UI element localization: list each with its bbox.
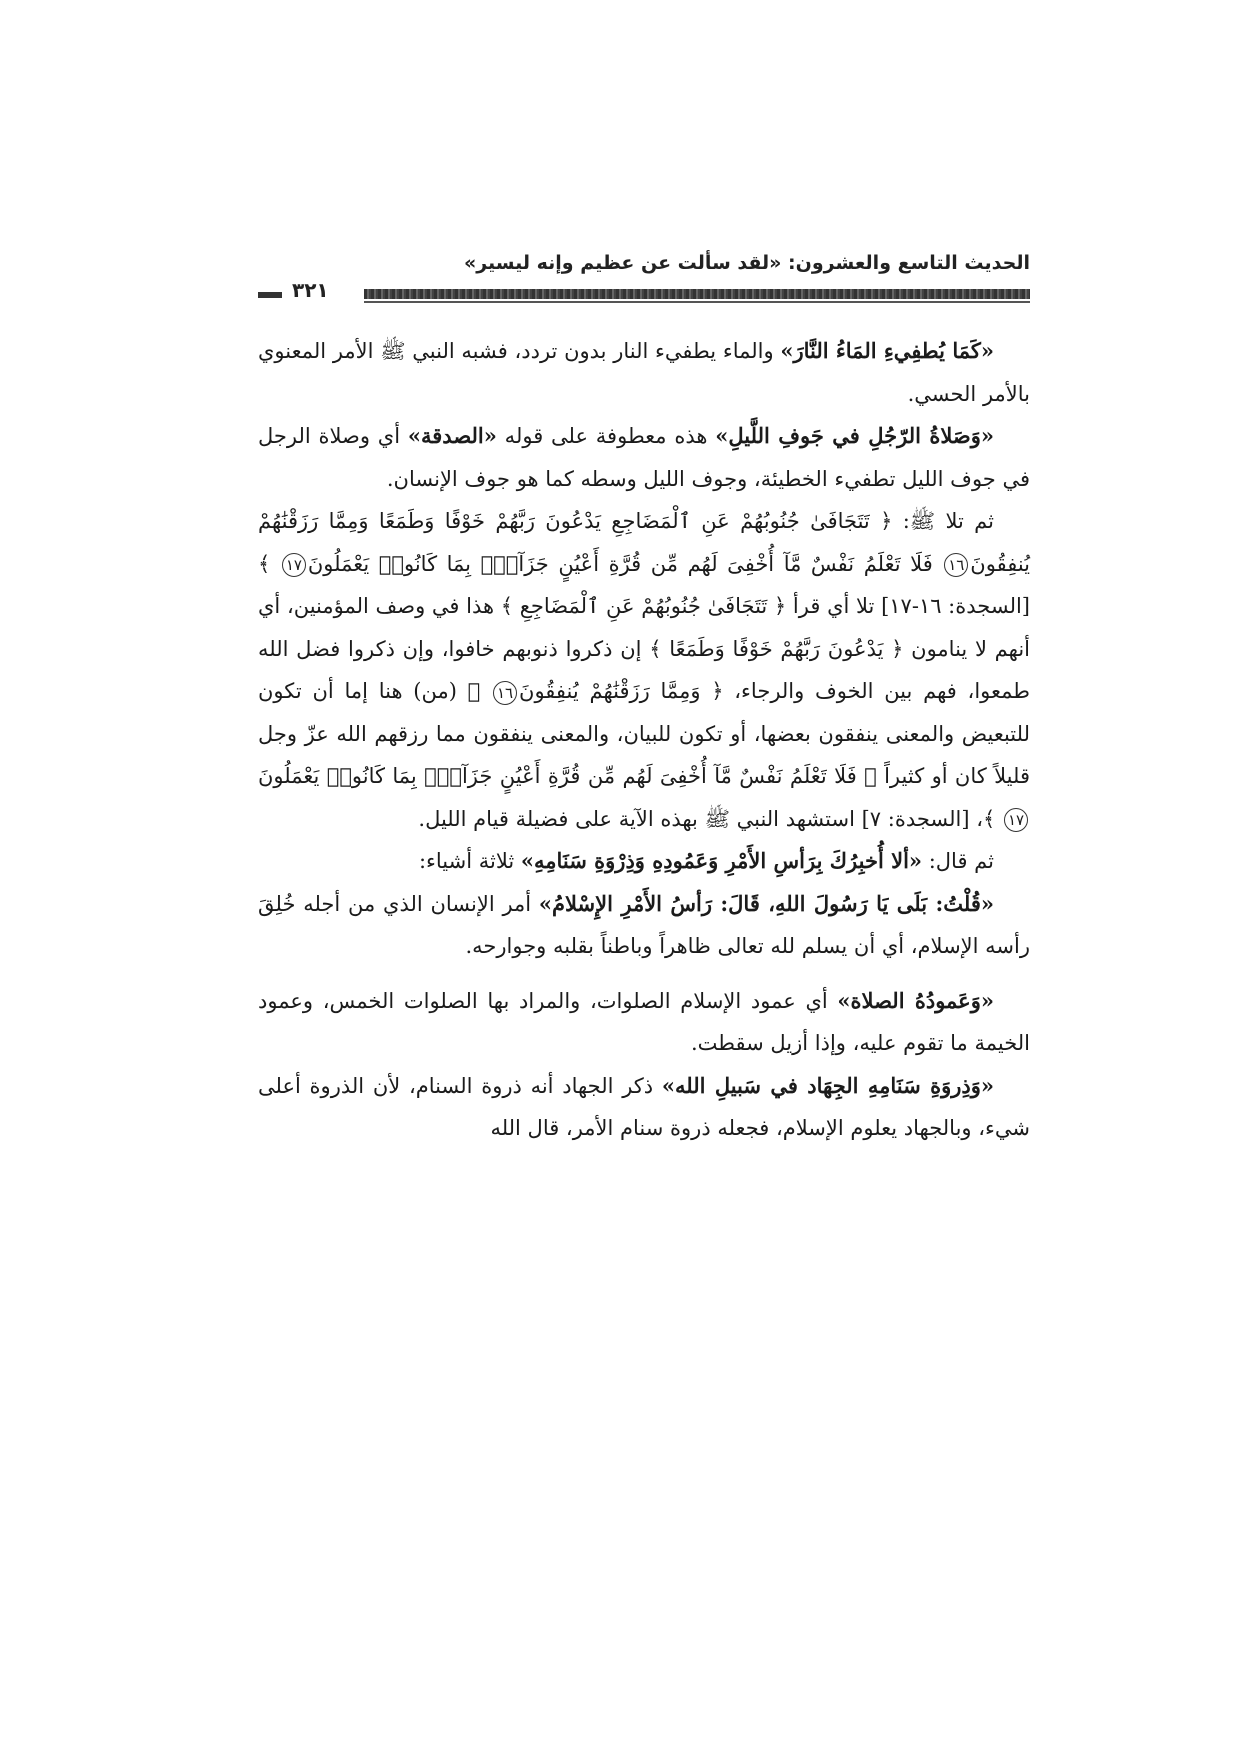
paragraph-2 (258, 415, 1030, 500)
running-title: الحديث التاسع والعشرون: «لقد سألت عن عظيم وإنه ليسير» (463, 252, 1030, 274)
paragraph-6 (258, 980, 1030, 1065)
quran-verse: ﴾ (983, 806, 1002, 831)
hadith-quote: «الصدقة» (407, 423, 497, 448)
paragraph-3 (258, 500, 1030, 840)
paragraph-text: أي عمود الإسلام الصلوات، والمراد بها الصلوات الخمس، وعمود الخيمة ما تقوم عليه، وإذا أزيل سقطت. (258, 988, 1030, 1055)
quran-verse: فَلَا تَعْلَمُ نَفْسٌ مَّآ أُخْفِىَ لَهُم مِّن قُرَّةِ أَعْيُنٍ جَزَآءًۢ بِمَا كَانُوا۟ يَعْمَلُونَ (307, 551, 943, 576)
quran-verse: ﴿ تَتَجَافَىٰ جُنُوبُهُمْ عَنِ ٱلْمَضَاجِعِ ﴾ (500, 594, 787, 618)
paragraph-text: هذا في وصف المؤمنين، أي أنهم لا ينامون (258, 594, 1030, 661)
paragraph-text: ثم تلا ﷺ: (892, 509, 995, 533)
hadith-quote: «قُلْتُ: بَلَى يَا رَسُولَ اللهِ، قَالَ: رَأسُ الأَمْرِ الإِسْلامُ» (538, 890, 994, 916)
quran-verse: ﴿ تَتَجَافَىٰ جُنُوبُهُمْ عَنِ ٱلْمَضَاجِعِ يَدْعُونَ رَبَّهُمْ خَوْفًا وَطَمَعًا وَمِمَّا رَزَقْنَٰهُمْ يُنفِقُونَ (258, 509, 1030, 576)
paragraph-text: أمر الإنسان الذي من أجله خُلِقَ رأسه الإسلام، أي أن يسلم لله تعالى ظاهراً وباطناً بقلبه وجوارحه. (258, 891, 1030, 958)
rule-line (364, 289, 1030, 299)
hadith-quote: «وَعَمودُهُ الصلاة» (837, 987, 994, 1013)
hadith-quote: «كَمَا يُطفِيءِ المَاءُ النَّارَ» (780, 338, 994, 363)
paragraph-4 (258, 840, 1030, 883)
page-number: ٣٢١ (284, 278, 337, 302)
paragraph-5 (258, 883, 1030, 968)
paragraph-text: (من) هنا إما أن تكون للتبعيض والمعنى ينفقون بعضها، أو تكون للبيان، والمعنى ينفقون مما رزقهم الله عزّ وجل قليلاً كان أو كثيراً (258, 679, 1030, 788)
paragraph-text: ، [السجدة: ٧] استشهد النبي ﷺ بهذه الآية على فضيلة قيام الليل. (418, 806, 984, 831)
rule-stub (258, 292, 282, 298)
quran-verse: ﴾ (258, 551, 280, 576)
hadith-quote: «ألا أُخبِرُكَ بِرَأسِ الأَمْرِ وَعَمُودِهِ وَذِرْوَةِ سَنَامِهِ» (520, 848, 923, 873)
paragraph-text: ثم قال: (922, 849, 994, 873)
verse-number-mark: ١٧ (1004, 808, 1028, 832)
hadith-quote: «وَصَلاةُ الرّجُلِ في جَوفِ اللَّيلِ» (715, 423, 994, 448)
paragraph-text: هذه معطوفة على قوله (496, 424, 716, 448)
paragraph-gap (258, 968, 1030, 980)
quran-verse: ﴿ فَلَا تَعْلَمُ نَفْسٌ مَّآ أُخْفِىَ لَهُم مِّن قُرَّةِ أَعْيُنٍ جَزَآءًۢ بِمَا كَانُوا۟ يَعْمَلُونَ (258, 764, 877, 788)
hadith-quote: «وَذِروَةِ سَنَامِهِ الجِهَاد في سَبيلِ الله» (661, 1072, 994, 1098)
verse-number-mark: ١٦ (944, 553, 968, 577)
verse-number-mark: ١٧ (282, 553, 306, 577)
page-header (258, 252, 1030, 308)
paragraph-text: ذكر الجهاد أنه ذروة السنام، لأن الذروة أعلى شيء، وبالجهاد يعلوم الإسلام، فجعله ذروة سنام الأمر، قال الله (258, 1073, 1030, 1140)
paragraph-text: أي وصلاة الرجل في جوف الليل تطفيء الخطيئة، وجوف الليل وسطه كما هو جوف الإنسان. (258, 424, 1030, 491)
paragraph-text: إن ذكروا ذنوبهم خافوا، وإن ذكروا فضل الله طمعوا، فهم بين الخوف والرجاء، (258, 636, 1031, 703)
paragraph-text: تلا أي قرأ (786, 594, 875, 618)
body-text (258, 330, 1030, 1150)
header-rule (258, 278, 1030, 306)
paragraph-7 (258, 1065, 1030, 1150)
quran-verse: ﴿ وَمِمَّا رَزَقْنَٰهُمْ يُنفِقُونَ (519, 679, 724, 703)
paragraph-1 (258, 330, 1030, 415)
verse-reference: [السجدة: ١٦-١٧] (874, 594, 1030, 618)
quran-verse: ﴾ (467, 679, 492, 703)
verse-number-mark: ١٦ (493, 681, 517, 705)
quran-verse: ﴿ يَدْعُونَ رَبَّهُمْ خَوْفًا وَطَمَعًا ﴾ (649, 636, 904, 661)
paragraph-text: ثلاثة أشياء: (418, 849, 521, 873)
paragraph-text: والماء يطفيء النار بدون تردد، فشبه النبي ﷺ الأمر المعنوي بالأمر الحسي. (258, 339, 1030, 406)
